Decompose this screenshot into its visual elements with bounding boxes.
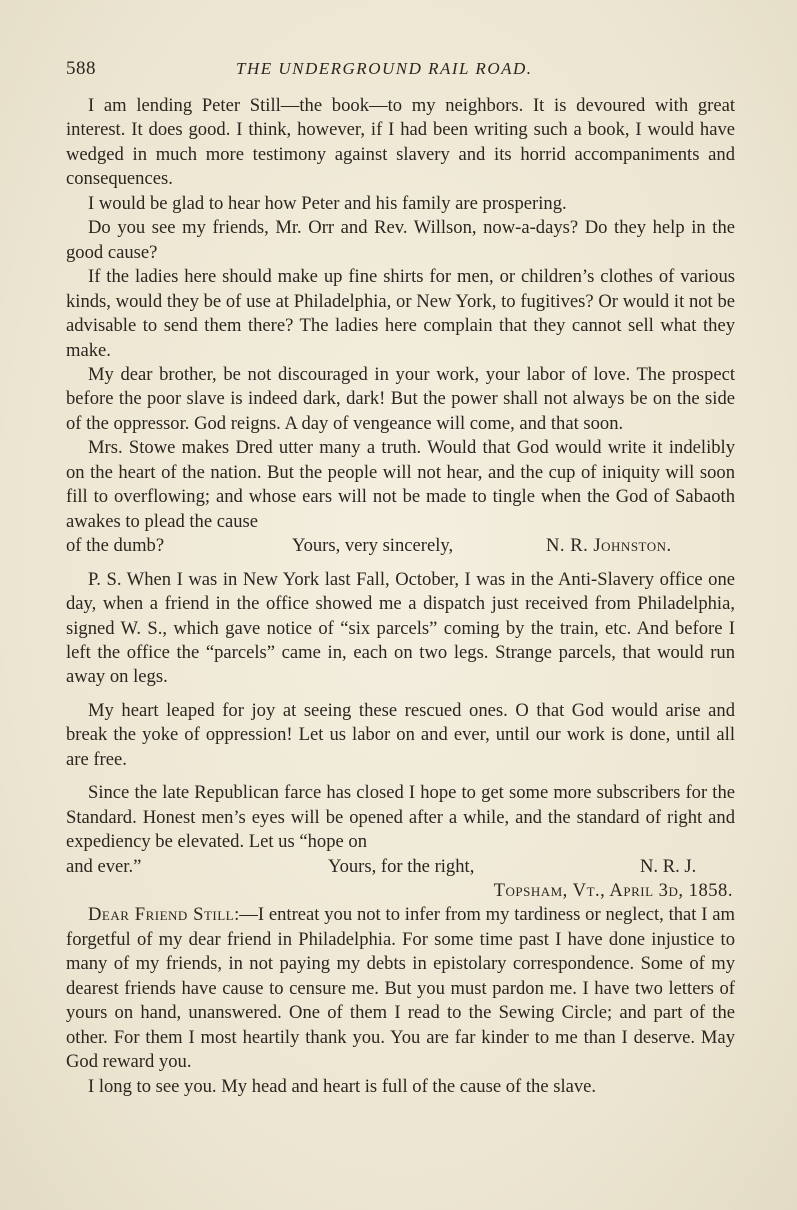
postscript-paragraph: My heart leaped for joy at seeing these rescued ones. O that God would arise and break the yoke of oppression! Let us labor on and ever, until our work is done, until all are free. [66, 699, 735, 770]
salutation: Dear Friend Still [88, 904, 235, 926]
page-header [66, 58, 735, 84]
letter1-paragraph: I would be glad to hear how Peter and his family are prospering. [88, 192, 567, 214]
closing-lead: of the dumb? [66, 535, 165, 557]
running-head: THE UNDERGROUND RAIL ROAD. [236, 59, 533, 78]
letter1-paragraph: Do you see my friends, Mr. Orr and Rev. Willson, now-a-days? Do they help in the good cause? [66, 217, 735, 263]
letter1-paragraph: My dear brother, be not discouraged in your work, your labor of love. The prospect before the poor slave is indeed dark, dark! But the power shall not always be on the side of the oppressor. God reigns. A day of vengeance will come, and that soon. [66, 363, 735, 434]
complimentary-close: Yours, very sincerely, [292, 535, 454, 557]
signature: N. R. J. [640, 855, 697, 877]
page-body [66, 94, 735, 1099]
page-number: 588 [66, 58, 96, 79]
dateline: Topsham, Vt., April 3d, 1858. [493, 880, 733, 902]
letter2-paragraph: I long to see you. My head and heart is full of the cause of the slave. [88, 1075, 597, 1097]
letter1-paragraph: I am lending Peter Still—the book—to my neighbors. It is devoured with great interest. It does good. I think, however, if I had been writing such a book, I would have wedged in much more testimony against slavery and its horrid accompaniments and consequences. [66, 95, 735, 190]
letter2-paragraph-text: :—I entreat you not to infer from my tardiness or neglect, that I am forgetful of my dear friend in Philadelphia. For some time past I have done injustice to many of my friends, in not paying my debts in epistolary correspondence. Some of my dearest friends have cause to censure me. But you must pardon me. I have two letters of yours on hand, unanswered. One of them I read to the Sewing Circle; and part of the other. For them I most heartily thank you. You are far kinder to me than I deserve. May God reward you. [66, 904, 736, 1073]
postscript-paragraph: Since the late Republican farce has closed I hope to get some more subscribers for the Standard. Honest men’s eyes will be opened after a while, and the standard of right and expediency be elevated. Let us “hope on [66, 782, 735, 853]
letter1-paragraph: If the ladies here should make up fine shirts for men, or children’s clothes of various kinds, would they be of use at Philadelphia, or New York, to fugitives? Or would it not be advisable to send them there? The ladies here complain that they cannot sell what they make. [66, 266, 735, 361]
letter1-paragraph: Mrs. Stowe makes Dred utter many a truth. Would that God would write it indelibly on the heart of the nation. But the people will not hear, and the cup of iniquity will soon fill to overflowing; and whose ears will not be made to tingle when the God of Sabaoth awakes to plead the cause [66, 437, 735, 532]
complimentary-close: Yours, for the right, [328, 855, 475, 877]
letter2-paragraph [66, 903, 735, 1074]
letter1-closing-line [66, 534, 735, 558]
closing-lead: and ever.” [66, 855, 142, 877]
signature: N. R. Johnston. [546, 535, 672, 557]
postscript-paragraph: P. S. When I was in New York last Fall, October, I was in the Anti-Slavery office one day, when a friend in the office showed me a dispatch just received from Philadelphia, signed W. S., which gave notice of “six parcels” coming by the train, etc. And before I left the office the “parcels” came in, each on two legs. Strange parcels, that would run away on legs. [66, 568, 735, 688]
postscript-closing-line [66, 855, 735, 879]
